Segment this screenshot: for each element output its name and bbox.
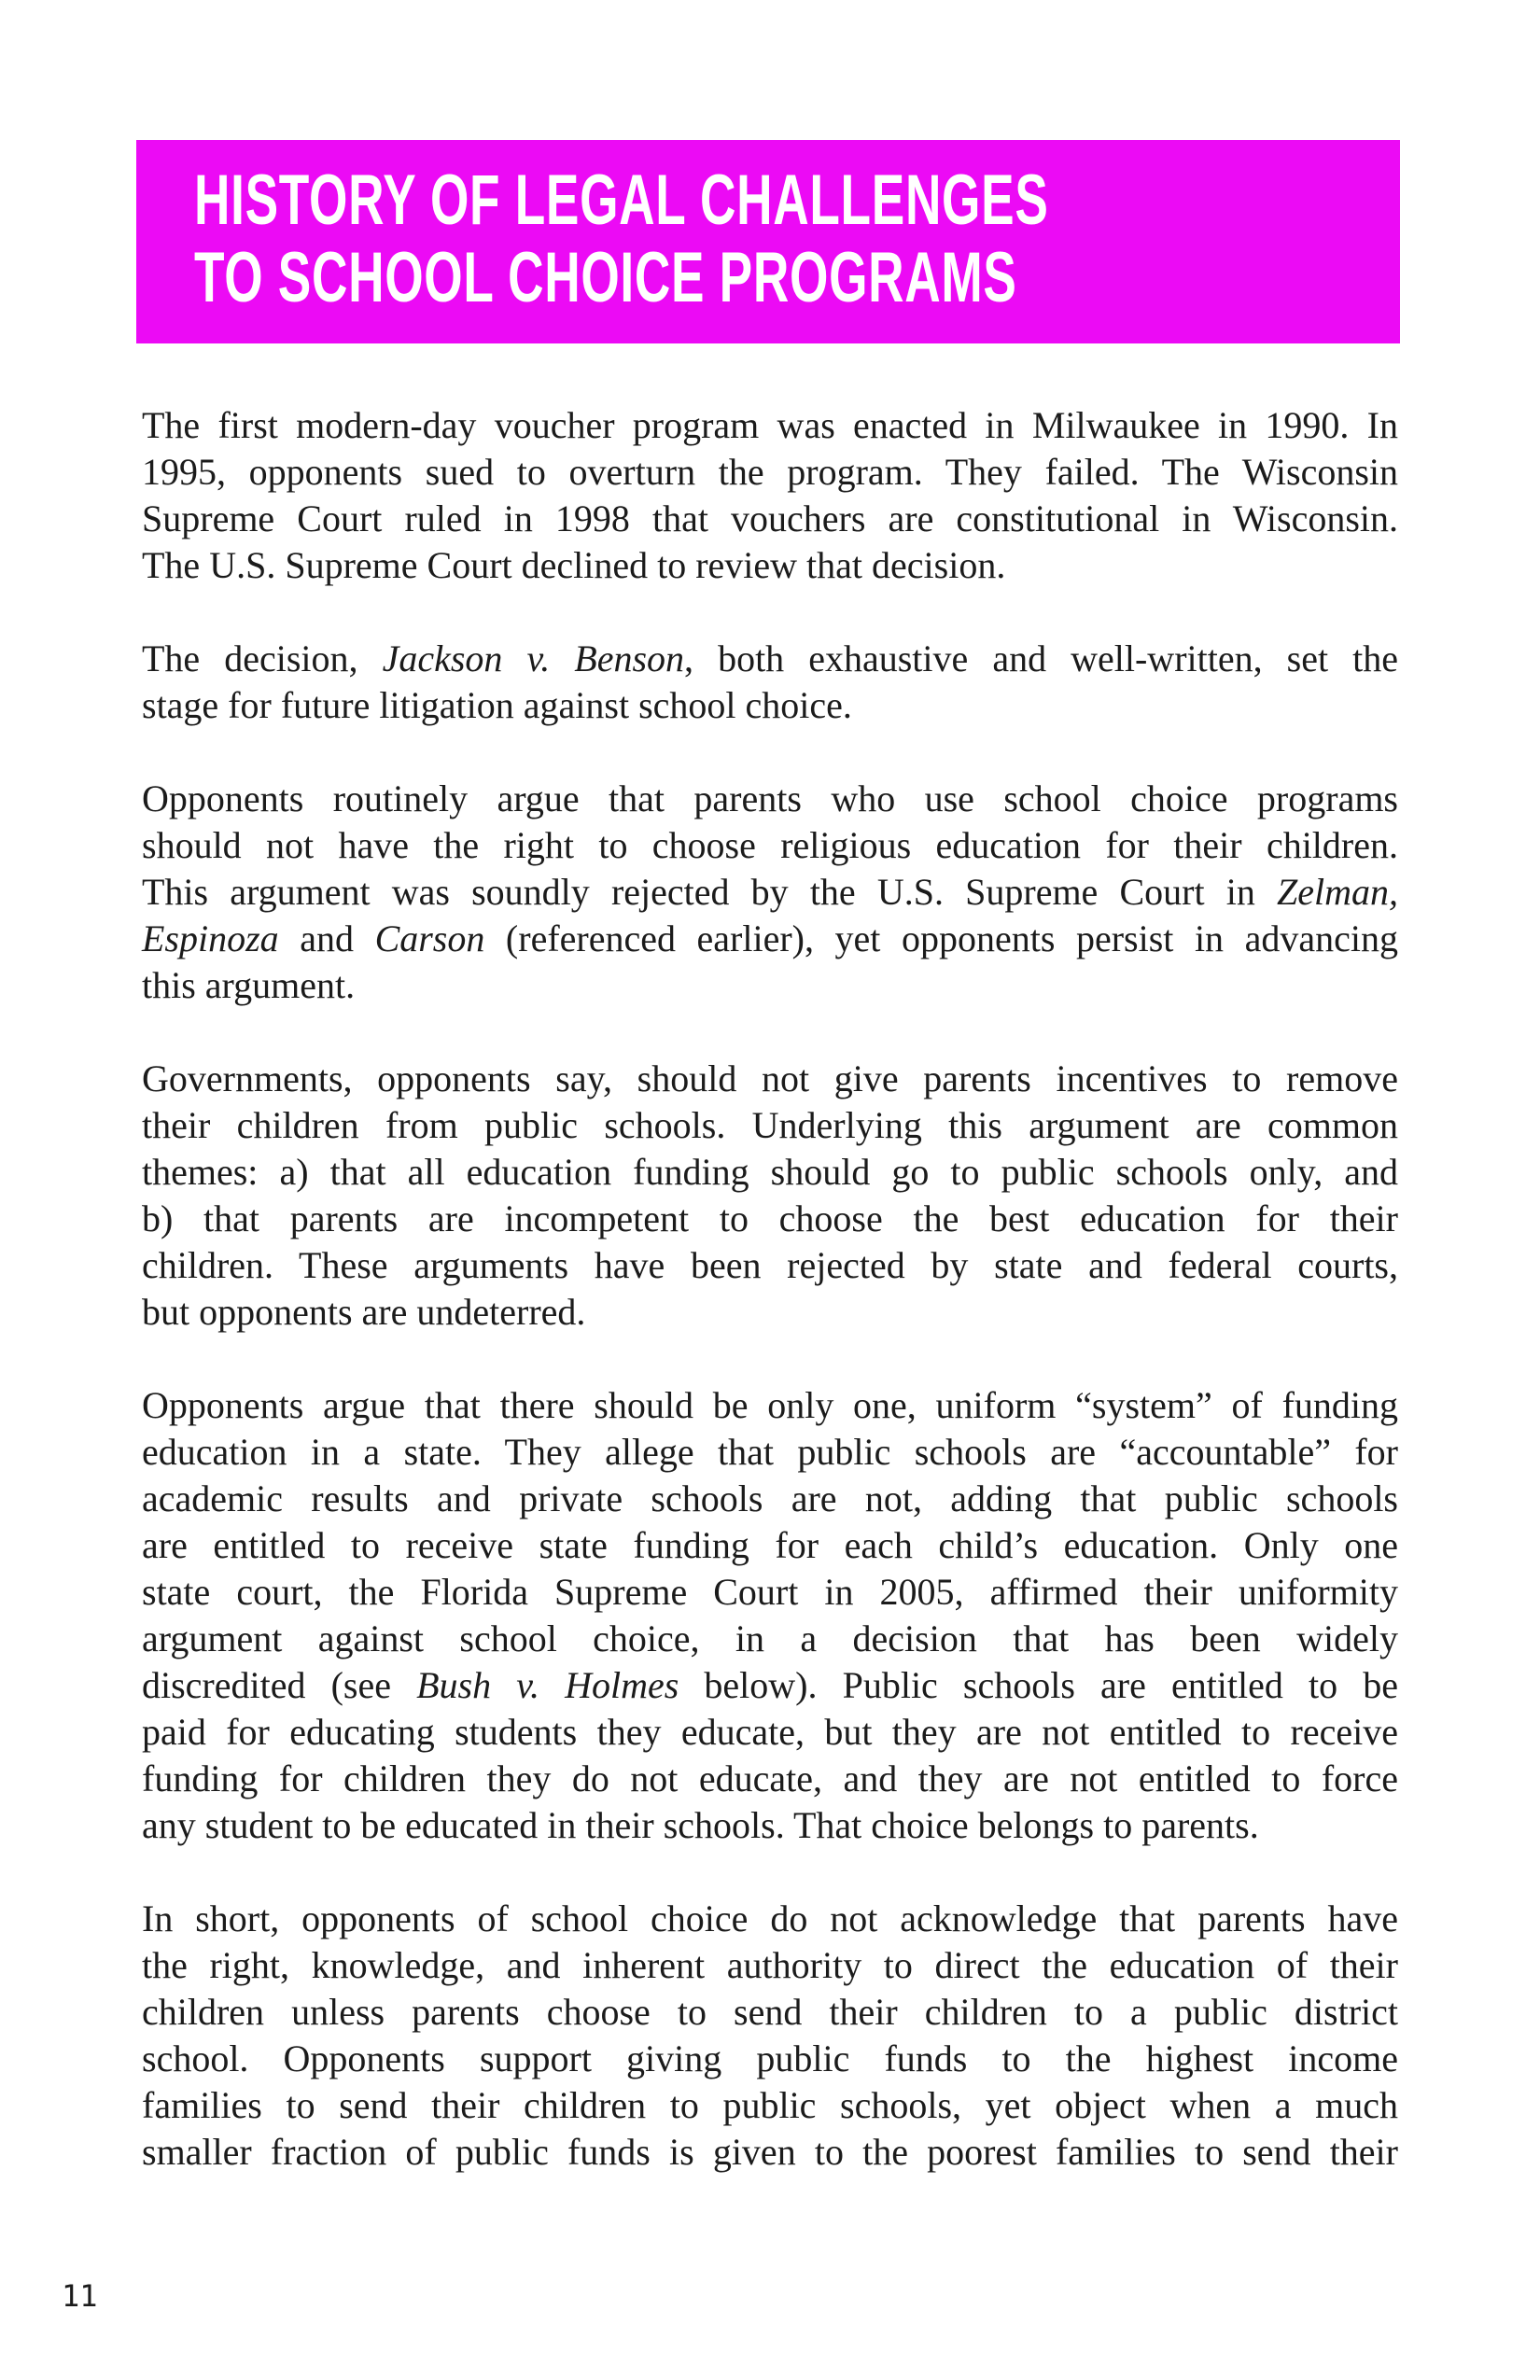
text-line	[142, 1056, 1398, 1102]
text-segment: this argument.	[142, 964, 356, 1006]
italic-case-name: Espinoza	[142, 917, 279, 959]
text-line	[142, 2082, 1398, 2129]
text-line	[142, 776, 1398, 822]
text-line	[142, 1289, 1398, 1336]
text-segment: (referenced earlier), yet opponents persist in advancing	[484, 917, 1398, 959]
text-segment: The first modern-day voucher program was enacted in Milwaukee in 1990. In	[142, 404, 1398, 446]
text-line	[142, 822, 1398, 869]
text-segment: paid for educating students they educate, but they are not entitled to receive	[142, 1711, 1398, 1753]
text-segment: discredited (see	[142, 1664, 417, 1706]
text-segment: below). Public schools are entitled to be	[679, 1664, 1398, 1706]
text-line	[142, 1662, 1398, 1709]
text-line	[142, 2129, 1398, 2176]
text-line	[142, 496, 1398, 542]
text-line	[142, 1522, 1398, 1569]
text-segment: any student to be educated in their schools. That choice belongs to parents.	[142, 1804, 1259, 1846]
text-line	[142, 1429, 1398, 1476]
text-segment: Supreme Court ruled in 1998 that vouchers are constitutional in Wisconsin.	[142, 497, 1398, 539]
text-segment: children. These arguments have been rejected by state and federal courts,	[142, 1244, 1398, 1286]
page-number: 11	[62, 2278, 98, 2314]
text-segment: but opponents are undeterred.	[142, 1291, 586, 1333]
text-line	[142, 1616, 1398, 1662]
text-line	[142, 1382, 1398, 1429]
italic-case-name: Jackson v. Benson	[382, 637, 685, 679]
text-line	[142, 1709, 1398, 1756]
italic-case-name: Carson	[374, 917, 485, 959]
text-line	[142, 1196, 1398, 1242]
text-segment: should not have the right to choose religious education for their children.	[142, 824, 1398, 866]
text-segment: education in a state. They allege that public schools are “accountable” for	[142, 1431, 1398, 1473]
text-line	[142, 1476, 1398, 1522]
text-line	[142, 1942, 1398, 1989]
text-segment: In short, opponents of school choice do not acknowledge that parents have	[142, 1897, 1398, 1939]
text-segment: the right, knowledge, and inherent authority to direct the education of their	[142, 1944, 1398, 1986]
text-line	[142, 542, 1398, 589]
section-title-line-2: TO SCHOOL CHOICE PROGRAMS	[194, 238, 1017, 317]
text-segment: Opponents argue that there should be only one, uniform “system” of funding	[142, 1384, 1398, 1426]
text-line	[142, 1756, 1398, 1802]
text-segment: 1995, opponents sued to overturn the program. They failed. The Wisconsin	[142, 451, 1398, 493]
text-segment: academic results and private schools are not, adding that public schools	[142, 1477, 1398, 1519]
text-line	[142, 1102, 1398, 1149]
italic-case-name: Bush v. Holmes	[416, 1664, 679, 1706]
text-line	[142, 1989, 1398, 2036]
text-segment: state court, the Florida Supreme Court in 2005, affirmed their uniformity	[142, 1571, 1398, 1613]
text-segment: Governments, opponents say, should not give parents incentives to remove	[142, 1057, 1398, 1099]
text-segment: are entitled to receive state funding for each child’s education. Only one	[142, 1524, 1398, 1566]
text-segment: smaller fraction of public funds is given to the poorest families to send their	[142, 2131, 1398, 2173]
text-segment: funding for children they do not educate, and they are not entitled to force	[142, 1757, 1398, 1799]
italic-case-name: Zelman,	[1277, 871, 1398, 913]
text-line	[142, 449, 1398, 496]
text-segment: The U.S. Supreme Court declined to review that decision.	[142, 544, 1006, 586]
text-line	[142, 1569, 1398, 1616]
text-segment: themes: a) that all education funding should go to public schools only, and	[142, 1151, 1398, 1193]
text-line	[142, 869, 1398, 916]
text-segment: This argument was soundly rejected by the U.S. Supreme Court in	[142, 871, 1277, 913]
text-segment: argument against school choice, in a decision that has been widely	[142, 1617, 1398, 1659]
text-segment: The decision,	[142, 637, 383, 679]
text-line	[142, 916, 1398, 962]
text-segment: stage for future litigation against school choice.	[142, 684, 852, 726]
text-line	[142, 1896, 1398, 1942]
text-segment: their children from public schools. Underlying this argument are common	[142, 1104, 1398, 1146]
text-segment: school. Opponents support giving public funds to the highest income	[142, 2037, 1398, 2079]
text-line	[142, 1149, 1398, 1196]
section-title-line-1: HISTORY OF LEGAL CHALLENGES	[194, 161, 1049, 240]
section-title-banner	[136, 140, 1400, 343]
text-line	[142, 1242, 1398, 1289]
text-line	[142, 682, 1398, 729]
text-line	[142, 962, 1398, 1009]
text-segment: Opponents routinely argue that parents who use school choice programs	[142, 777, 1398, 819]
text-segment: children unless parents choose to send their children to a public district	[142, 1991, 1398, 2033]
text-segment: , both exhaustive and well-written, set the	[684, 637, 1398, 679]
text-line	[142, 1802, 1398, 1849]
text-line	[142, 2036, 1398, 2082]
text-segment: families to send their children to public schools, yet object when a much	[142, 2084, 1398, 2126]
text-segment: and	[278, 917, 375, 959]
text-line	[142, 636, 1398, 682]
text-segment: b) that parents are incompetent to choose the best education for their	[142, 1197, 1398, 1239]
text-line	[142, 402, 1398, 449]
